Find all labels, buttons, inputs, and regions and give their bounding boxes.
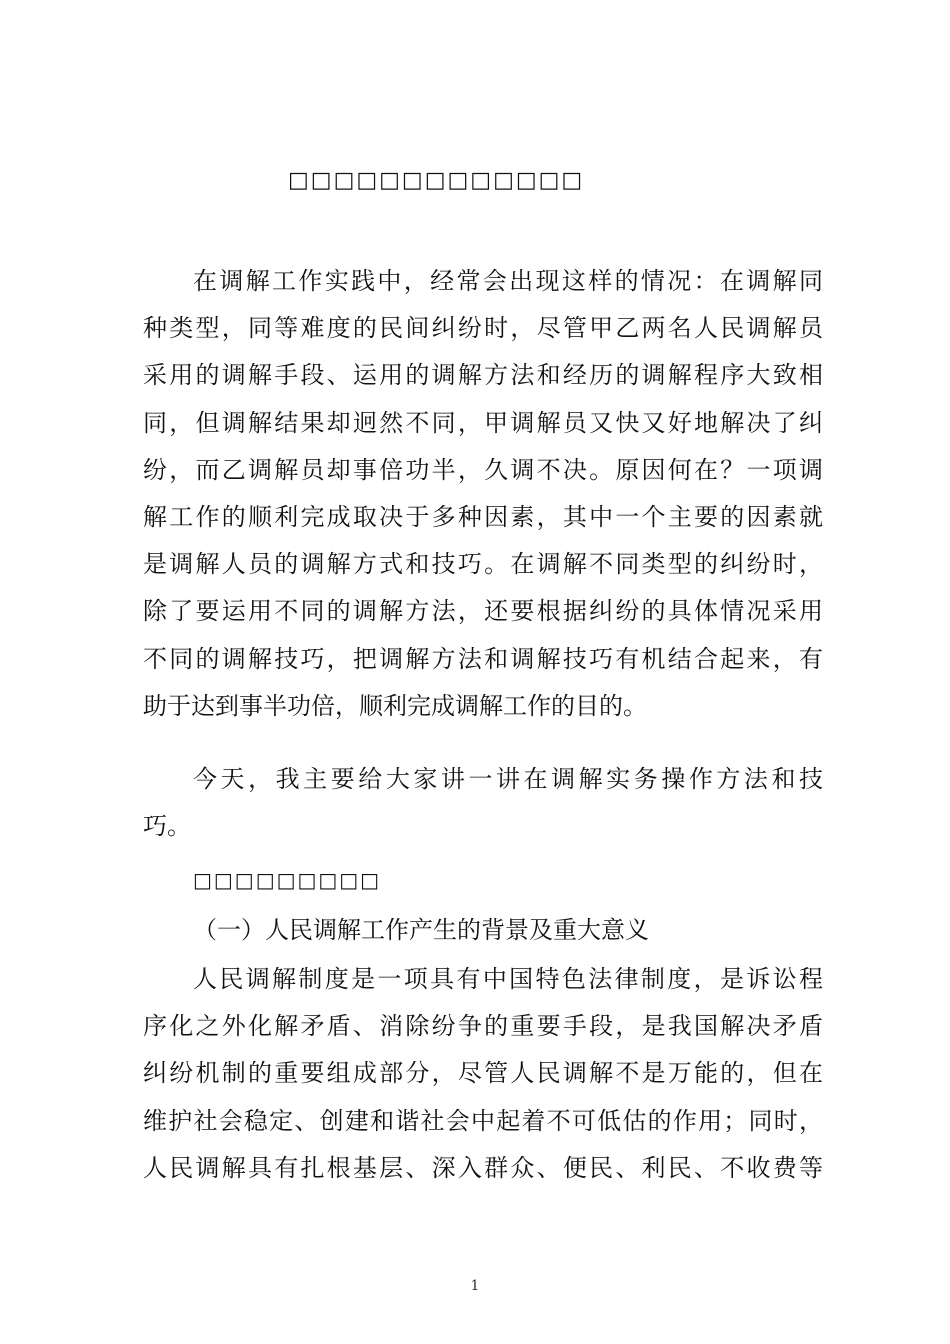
paragraph-line: 今天，我主要给大家讲一讲在调解实务操作方法和技 xyxy=(193,765,823,793)
paragraph-line: 维护社会稳定、创建和谐社会中起着不可低估的作用；同时， xyxy=(143,1106,823,1135)
paragraph-line: 种类型，同等难度的民间纠纷时，尽管甲乙两名人民调解员 xyxy=(143,314,823,343)
paragraph-today xyxy=(143,756,823,850)
paragraph-line: 序化之外化解矛盾、消除纷争的重要手段，是我国解决矛盾 xyxy=(143,1012,823,1041)
paragraph-line: 人民调解制度是一项具有中国特色法律制度，是诉讼程 xyxy=(193,965,823,993)
chapter-heading: □□□□□□□□□ xyxy=(193,868,382,892)
paragraph-intro xyxy=(143,258,823,730)
paragraph-line: 人民调解具有扎根基层、深入群众、便民、利民、不收费等 xyxy=(143,1153,823,1182)
paragraph-line: 解工作的顺利完成取决于多种因素，其中一个主要的因素就 xyxy=(143,503,823,532)
paragraph-line: 纷，而乙调解员却事倍功半，久调不决。原因何在？一项调 xyxy=(143,455,823,484)
document-title: □□□□□□□□□□□□□ xyxy=(288,168,585,193)
paragraph-line: 助于达到事半功倍，顺利完成调解工作的目的。 xyxy=(143,691,647,720)
paragraph-line: 同，但调解结果却迥然不同，甲调解员又快又好地解决了纠 xyxy=(143,408,823,437)
section-heading: （一）人民调解工作产生的背景及重大意义 xyxy=(193,916,649,944)
paragraph-line: 是调解人员的调解方式和技巧。在调解不同类型的纠纷时， xyxy=(143,550,823,579)
paragraph-line: 采用的调解手段、运用的调解方法和经历的调解程序大致相 xyxy=(143,361,823,390)
paragraph-line: 巧。 xyxy=(143,812,191,841)
paragraph-mediation-system xyxy=(143,956,823,1192)
paragraph-line: 纠纷机制的重要组成部分，尽管人民调解不是万能的，但在 xyxy=(143,1059,823,1088)
page-number: 1 xyxy=(470,1278,480,1294)
paragraph-line: 在调解工作实践中，经常会出现这样的情况：在调解同 xyxy=(193,267,823,295)
paragraph-line: 不同的调解技巧，把调解方法和调解技巧有机结合起来，有 xyxy=(143,644,823,673)
paragraph-line: 除了要运用不同的调解方法，还要根据纠纷的具体情况采用 xyxy=(143,597,823,626)
